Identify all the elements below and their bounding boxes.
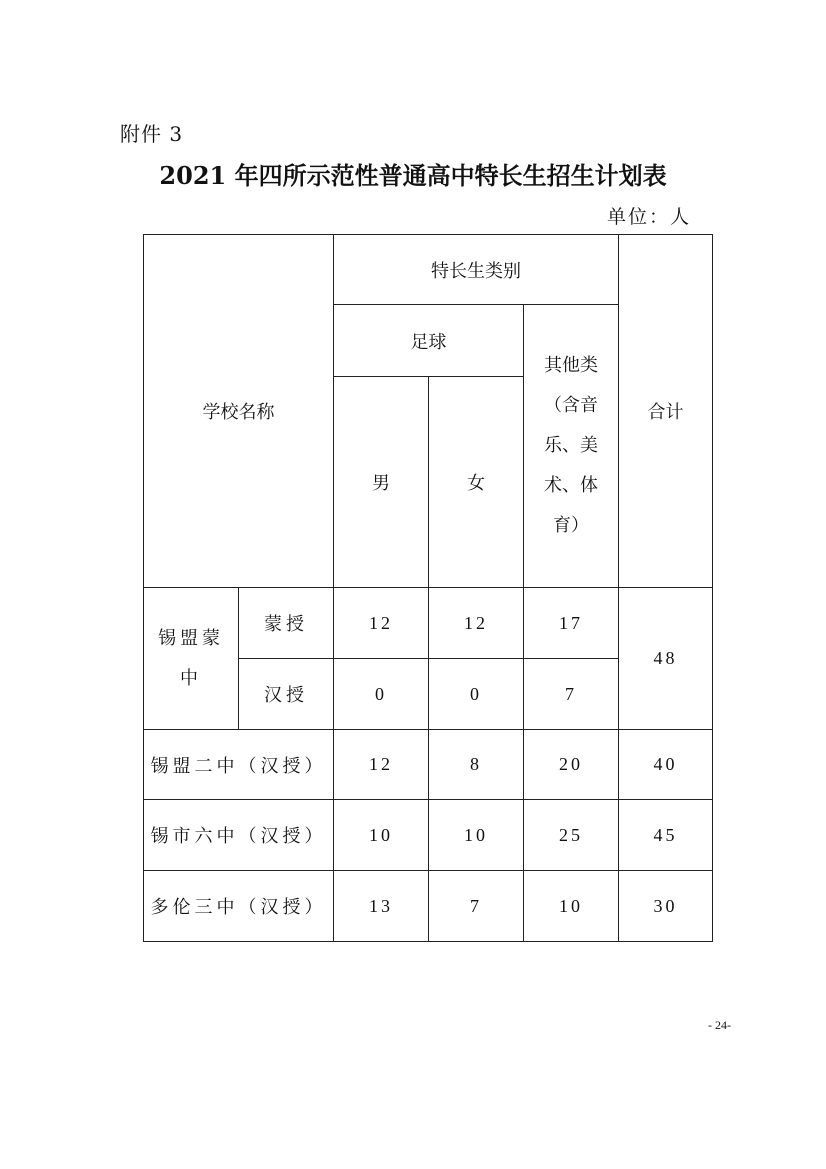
cell-xmmz-chinese-other: 7 bbox=[524, 659, 619, 730]
cell-xs6z-female: 10 bbox=[429, 800, 524, 871]
school-xs6z: 锡市六中（汉授） bbox=[144, 800, 334, 871]
cell-xs6z-total: 45 bbox=[619, 800, 713, 871]
track-mongolian: 蒙授 bbox=[239, 588, 334, 659]
cell-xm2z-male: 12 bbox=[334, 730, 429, 800]
attachment-label: 附件 3 bbox=[120, 122, 184, 146]
cell-dl3z-male: 13 bbox=[334, 871, 429, 942]
school-dl3z: 多伦三中（汉授） bbox=[144, 871, 334, 942]
page-number: - 24- bbox=[708, 1018, 731, 1032]
document-title: 2021 年四所示范性普通高中特长生招生计划表 bbox=[159, 161, 667, 190]
unit-label: 单位：人 bbox=[606, 206, 691, 228]
header-other-text: 其他类（含音乐、美术、体育） bbox=[544, 355, 598, 536]
school-xm2z: 锡盟二中（汉授） bbox=[144, 730, 334, 800]
cell-xmmz-mongolian-female: 12 bbox=[429, 588, 524, 659]
cell-xm2z-female: 8 bbox=[429, 730, 524, 800]
cell-xmmz-mongolian-other: 17 bbox=[524, 588, 619, 659]
cell-xmmz-mongolian-male: 12 bbox=[334, 588, 429, 659]
cell-xm2z-other: 20 bbox=[524, 730, 619, 800]
header-male: 男 bbox=[334, 377, 429, 588]
school-xmmz bbox=[144, 588, 239, 730]
cell-dl3z-other: 10 bbox=[524, 871, 619, 942]
school-xmmz-name: 锡盟蒙中 bbox=[158, 627, 224, 689]
track-chinese: 汉授 bbox=[239, 659, 334, 730]
header-total: 合计 bbox=[619, 235, 713, 588]
header-other bbox=[524, 305, 619, 588]
cell-dl3z-total: 30 bbox=[619, 871, 713, 942]
cell-xs6z-other: 25 bbox=[524, 800, 619, 871]
cell-xm2z-total: 40 bbox=[619, 730, 713, 800]
cell-xs6z-male: 10 bbox=[334, 800, 429, 871]
cell-dl3z-female: 7 bbox=[429, 871, 524, 942]
header-school-name: 学校名称 bbox=[144, 235, 334, 588]
header-female: 女 bbox=[429, 377, 524, 588]
header-category: 特长生类别 bbox=[334, 235, 619, 305]
cell-xmmz-chinese-male: 0 bbox=[334, 659, 429, 730]
cell-xmmz-total: 48 bbox=[619, 588, 713, 730]
cell-xmmz-chinese-female: 0 bbox=[429, 659, 524, 730]
enrollment-plan-table bbox=[143, 234, 713, 942]
header-football: 足球 bbox=[334, 305, 524, 377]
